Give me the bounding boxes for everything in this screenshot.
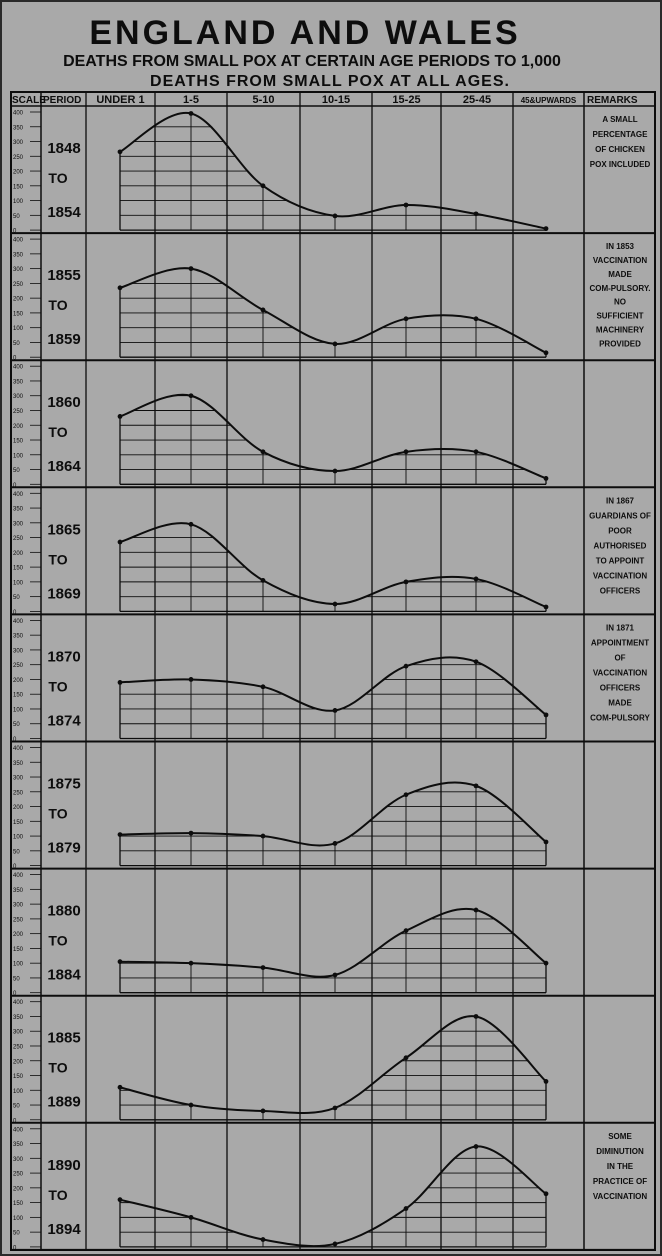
period-start-year: 1875 bbox=[47, 775, 81, 793]
data-point bbox=[189, 1103, 194, 1108]
data-point bbox=[474, 577, 479, 582]
period-end-year: 1859 bbox=[47, 331, 81, 349]
data-point bbox=[474, 211, 479, 216]
scale-tick-label: 300 bbox=[13, 902, 24, 909]
period-to-label: TO bbox=[48, 424, 68, 441]
data-point bbox=[189, 831, 194, 836]
data-point bbox=[118, 1085, 123, 1090]
header-scale: SCALE bbox=[12, 95, 46, 106]
period-start-year: 1848 bbox=[47, 140, 81, 157]
scale-tick-label: 400 bbox=[13, 110, 24, 117]
scale-tick-label: 300 bbox=[13, 521, 24, 528]
chart-title-line-2: DEATHS FROM SMALL POX AT CERTAIN AGE PERIODS TO 1,000 bbox=[63, 53, 561, 70]
scale-tick-label: 400 bbox=[13, 1000, 24, 1007]
period-start-year: 1855 bbox=[47, 267, 81, 285]
scale-tick-label: 50 bbox=[13, 213, 20, 220]
data-point bbox=[404, 664, 409, 669]
period-end-year: 1864 bbox=[47, 458, 81, 476]
data-point bbox=[333, 973, 338, 978]
scale-tick-label: 0 bbox=[13, 482, 17, 489]
data-point bbox=[118, 149, 123, 154]
data-point bbox=[189, 522, 194, 527]
data-point bbox=[474, 1144, 479, 1149]
scale-tick-label: 0 bbox=[13, 737, 17, 743]
scale-tick-label: 300 bbox=[13, 267, 24, 274]
remark-text: IN 1867 GUARDIANS OF POOR AUTHORISED TO APPOINT VACCINATION OFFICERS bbox=[589, 496, 651, 596]
scale-tick-label: 200 bbox=[13, 805, 24, 812]
category-label: 5-10 bbox=[252, 94, 275, 106]
scale-tick-label: 300 bbox=[13, 1029, 24, 1036]
data-point bbox=[333, 342, 338, 347]
scale-tick-label: 50 bbox=[13, 976, 20, 983]
data-point bbox=[261, 965, 266, 970]
scale-tick-label: 400 bbox=[13, 618, 24, 625]
scale-tick-label: 400 bbox=[13, 491, 24, 498]
scale-tick-label: 300 bbox=[13, 394, 24, 401]
data-point bbox=[404, 579, 409, 584]
data-point bbox=[118, 285, 123, 290]
data-point bbox=[544, 712, 549, 717]
scale-tick-label: 200 bbox=[13, 677, 24, 684]
scale-tick-label: 50 bbox=[13, 595, 20, 602]
period-start-year: 1890 bbox=[47, 1156, 81, 1174]
scale-tick-label: 350 bbox=[13, 887, 24, 894]
scale-tick-label: 150 bbox=[13, 184, 24, 191]
scale-tick-label: 100 bbox=[13, 834, 24, 841]
header-remarks: REMARKS bbox=[587, 95, 638, 106]
scale-tick-label: 200 bbox=[13, 932, 24, 939]
scale-tick-label: 150 bbox=[13, 946, 24, 953]
remark-text: A SMALL PERCENTAGE OF CHICKEN POX INCLUDED bbox=[589, 115, 651, 169]
scale-tick-label: 100 bbox=[13, 326, 24, 333]
data-point bbox=[474, 316, 479, 321]
category-label: UNDER 1 bbox=[96, 94, 145, 106]
chart-title-line-3: DEATHS FROM SMALL POX AT ALL AGES. bbox=[150, 73, 510, 90]
scale-tick-label: 150 bbox=[13, 819, 24, 826]
category-label: 45&UPWARDS bbox=[520, 96, 577, 105]
scale-tick-label: 100 bbox=[13, 1088, 24, 1095]
data-point bbox=[474, 783, 479, 788]
scale-tick-label: 200 bbox=[13, 169, 24, 176]
data-point bbox=[544, 1079, 549, 1084]
data-point bbox=[544, 476, 549, 481]
data-point bbox=[404, 1055, 409, 1060]
data-point bbox=[118, 540, 123, 545]
data-point bbox=[189, 677, 194, 682]
scale-tick-label: 400 bbox=[13, 364, 24, 371]
data-point bbox=[261, 1237, 266, 1242]
data-point bbox=[333, 841, 338, 846]
period-end-year: 1869 bbox=[47, 585, 81, 603]
scale-tick-label: 50 bbox=[13, 722, 20, 729]
scale-tick-label: 50 bbox=[13, 849, 20, 856]
scale-tick-label: 400 bbox=[13, 237, 24, 244]
data-point bbox=[333, 1242, 338, 1247]
period-start-year: 1860 bbox=[47, 394, 81, 412]
data-point bbox=[474, 449, 479, 454]
scale-tick-label: 0 bbox=[13, 609, 17, 616]
scale-tick-label: 100 bbox=[13, 961, 24, 968]
period-to-label: TO bbox=[48, 1059, 68, 1076]
scale-tick-label: 400 bbox=[13, 873, 24, 880]
category-label: 15-25 bbox=[392, 94, 421, 106]
scale-tick-label: 100 bbox=[13, 199, 24, 206]
data-point bbox=[261, 684, 266, 689]
period-start-year: 1880 bbox=[47, 902, 81, 920]
data-point bbox=[118, 414, 123, 419]
category-label: 10-15 bbox=[321, 94, 351, 106]
data-point bbox=[333, 1106, 338, 1111]
scale-tick-label: 150 bbox=[13, 1201, 24, 1208]
scale-tick-label: 350 bbox=[13, 1014, 24, 1021]
remark-text: SOME DIMINUTION IN THE PRACTICE OF VACCINATION bbox=[592, 1131, 648, 1201]
scale-tick-label: 250 bbox=[13, 536, 24, 543]
data-point bbox=[333, 469, 338, 474]
data-point bbox=[544, 840, 549, 845]
data-point bbox=[404, 792, 409, 797]
data-point bbox=[118, 959, 123, 964]
scale-tick-label: 350 bbox=[13, 506, 24, 513]
period-end-year: 1854 bbox=[47, 204, 81, 221]
data-point bbox=[404, 316, 409, 321]
data-point bbox=[189, 961, 194, 966]
period-to-label: TO bbox=[48, 1186, 68, 1203]
scale-tick-label: 100 bbox=[13, 580, 24, 587]
period-end-year: 1874 bbox=[47, 712, 81, 730]
scale-tick-label: 150 bbox=[13, 692, 24, 699]
data-point bbox=[474, 1014, 479, 1019]
data-point bbox=[544, 226, 549, 231]
data-point bbox=[333, 708, 338, 713]
data-point bbox=[261, 308, 266, 313]
period-to-label: TO bbox=[48, 678, 68, 695]
period-end-year: 1894 bbox=[47, 1220, 81, 1238]
data-point bbox=[189, 266, 194, 271]
period-to-label: TO bbox=[48, 551, 68, 568]
data-point bbox=[404, 449, 409, 454]
data-point bbox=[333, 602, 338, 607]
scale-tick-label: 250 bbox=[13, 663, 24, 670]
scale-tick-label: 350 bbox=[13, 125, 24, 132]
scale-tick-label: 350 bbox=[13, 252, 24, 259]
data-point bbox=[404, 1206, 409, 1211]
scale-tick-label: 50 bbox=[13, 1230, 20, 1237]
data-point bbox=[118, 832, 123, 837]
period-start-year: 1885 bbox=[47, 1029, 81, 1047]
scale-tick-label: 350 bbox=[13, 633, 24, 640]
scale-tick-label: 150 bbox=[13, 1074, 24, 1081]
data-point bbox=[333, 214, 338, 219]
data-point bbox=[261, 1109, 266, 1114]
scale-tick-label: 150 bbox=[13, 311, 24, 318]
scale-tick-label: 0 bbox=[13, 1245, 17, 1252]
period-start-year: 1870 bbox=[47, 648, 81, 666]
data-point bbox=[544, 350, 549, 355]
data-point bbox=[404, 928, 409, 933]
scale-tick-label: 200 bbox=[13, 1186, 24, 1193]
scale-tick-label: 0 bbox=[13, 355, 17, 362]
scale-tick-label: 250 bbox=[13, 1171, 24, 1178]
scale-tick-label: 50 bbox=[13, 468, 20, 475]
data-point bbox=[474, 908, 479, 913]
data-point bbox=[544, 605, 549, 610]
scale-tick-label: 400 bbox=[13, 746, 24, 752]
scale-tick-label: 350 bbox=[13, 379, 24, 386]
data-point bbox=[118, 680, 123, 685]
data-point bbox=[404, 203, 409, 208]
scale-tick-label: 350 bbox=[13, 760, 24, 767]
data-point bbox=[189, 393, 194, 398]
period-end-year: 1879 bbox=[47, 839, 81, 857]
scale-tick-label: 250 bbox=[13, 154, 24, 161]
scale-tick-label: 250 bbox=[13, 281, 24, 288]
period-to-label: TO bbox=[48, 297, 68, 314]
scale-tick-label: 50 bbox=[13, 1103, 20, 1110]
scale-tick-label: 400 bbox=[13, 1127, 24, 1134]
scale-tick-label: 100 bbox=[13, 1215, 24, 1222]
data-point bbox=[261, 834, 266, 839]
scale-tick-label: 300 bbox=[13, 140, 24, 147]
data-point bbox=[261, 578, 266, 583]
period-to-label: TO bbox=[48, 170, 68, 186]
data-point bbox=[544, 1191, 549, 1196]
scale-tick-label: 200 bbox=[13, 550, 24, 557]
data-point bbox=[261, 449, 266, 454]
scale-tick-label: 150 bbox=[13, 565, 24, 572]
scale-tick-label: 50 bbox=[13, 340, 20, 347]
scale-tick-label: 0 bbox=[13, 228, 17, 235]
scale-tick-label: 200 bbox=[13, 423, 24, 430]
period-start-year: 1865 bbox=[47, 521, 81, 539]
scale-tick-label: 200 bbox=[13, 1059, 24, 1066]
period-end-year: 1889 bbox=[47, 1093, 81, 1111]
data-point bbox=[261, 183, 266, 188]
scale-tick-label: 350 bbox=[13, 1142, 24, 1149]
scale-tick-label: 0 bbox=[13, 991, 17, 998]
period-to-label: TO bbox=[48, 932, 68, 949]
scale-tick-label: 0 bbox=[13, 864, 17, 871]
scale-tick-label: 150 bbox=[13, 438, 24, 445]
category-label: 25-45 bbox=[462, 94, 492, 106]
paper-background bbox=[2, 2, 660, 1254]
category-label: 1-5 bbox=[183, 94, 199, 106]
scale-tick-label: 250 bbox=[13, 790, 24, 797]
data-point bbox=[189, 1215, 194, 1220]
scale-tick-label: 100 bbox=[13, 453, 24, 460]
data-point bbox=[544, 961, 549, 966]
period-end-year: 1884 bbox=[47, 966, 81, 984]
data-point bbox=[474, 659, 479, 664]
chart-title-line-1: ENGLAND AND WALES bbox=[89, 14, 521, 52]
scale-tick-label: 200 bbox=[13, 296, 24, 303]
scale-tick-label: 250 bbox=[13, 408, 24, 415]
scale-tick-label: 0 bbox=[13, 1118, 17, 1125]
data-point bbox=[189, 111, 194, 116]
scale-tick-label: 250 bbox=[13, 1044, 24, 1051]
scale-tick-label: 300 bbox=[13, 1156, 24, 1163]
remark-text: IN 1871 APPOINTMENT OF VACCINATION OFFICERS MADE COM-PULSORY bbox=[590, 623, 650, 723]
remark-text: IN 1853 VACCINATION MADE COM-PULSORY. NO SUFFICIENT MACHINERY PROVIDED bbox=[589, 242, 651, 349]
scale-tick-label: 250 bbox=[13, 917, 24, 924]
scale-tick-label: 300 bbox=[13, 775, 24, 782]
header-period: PERIOD bbox=[43, 95, 82, 106]
period-to-label: TO bbox=[48, 805, 68, 822]
data-point bbox=[118, 1197, 123, 1202]
scale-tick-label: 300 bbox=[13, 648, 24, 655]
scale-tick-label: 100 bbox=[13, 707, 24, 714]
